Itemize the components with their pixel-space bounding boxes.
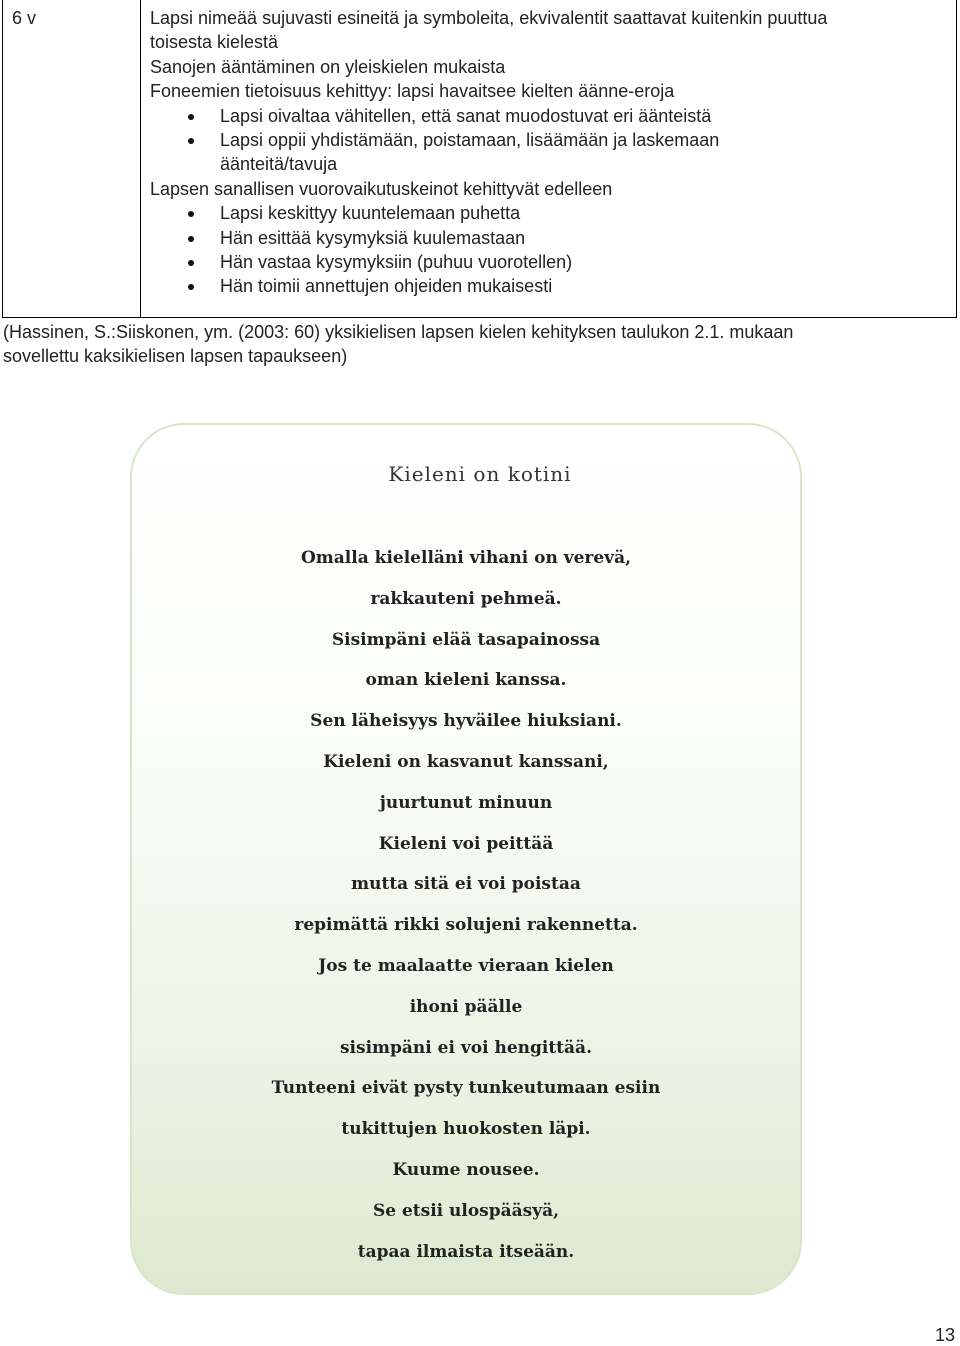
page-number: 13 — [934, 1325, 955, 1345]
poem-line: oman kieleni kanssa. — [365, 670, 567, 691]
table-line: Foneemien tietoisuus kehittyy: lapsi havaitsee kielten äänne-eroja — [150, 81, 675, 102]
table-line: Lapsen sanallisen vuorovaikutuskeinot kehittyvät edelleen — [150, 178, 613, 199]
bullet-list — [150, 104, 956, 177]
list-item: Hän toimii annettujen ohjeiden mukaisesti — [150, 274, 956, 298]
poem-lines — [130, 546, 802, 1280]
poem-line: tapaa ilmaista itseään. — [357, 1241, 575, 1262]
list-item: Lapsi oivaltaa vähitellen, että sanat muodostuvat eri äänteistä — [150, 104, 956, 128]
table-line: toisesta kielestä — [150, 32, 279, 53]
bullet-list — [150, 201, 956, 299]
poem-line: juurtunut minuun — [379, 792, 553, 813]
bullet-icon — [188, 114, 194, 120]
poem-line: Se etsii ulospääsyä, — [372, 1200, 560, 1221]
poem-line: sisimpäni ei voi hengittää. — [339, 1037, 592, 1058]
development-table-row — [2, 0, 957, 318]
poem-line: repimättä rikki solujeni rakennetta. — [294, 915, 638, 936]
table-line: Sanojen ääntäminen on yleiskielen mukaista — [150, 56, 506, 77]
bullet-icon — [188, 236, 194, 242]
poem-line: rakkauteni pehmeä. — [370, 588, 562, 609]
poem-line: Tunteeni eivät pysty tunkeutumaan esiin — [271, 1078, 661, 1099]
table-line: Lapsi nimeää sujuvasti esineitä ja symboleita, ekvivalentit saattavat kuitenkin puuttua — [150, 8, 828, 28]
poem-line: Omalla kielelläni vihani on verevä, — [301, 548, 631, 568]
poem-line: mutta sitä ei voi poistaa — [351, 874, 581, 895]
poem-line: Kuume nousee. — [392, 1159, 540, 1180]
poem-line: Kieleni on kasvanut kanssani, — [323, 751, 609, 772]
poem-line: Sen läheisyys hyväilee hiuksiani. — [310, 711, 622, 732]
list-item-continuation: äänteitä/tavuja — [220, 154, 338, 175]
reference-line: sovellettu kaksikielisen lapsen tapaukseen) — [3, 346, 348, 366]
age-cell: 6 v — [3, 0, 141, 317]
poem-line: Sisimpäni elää tasapainossa — [331, 629, 601, 650]
reference-line: (Hassinen, S.:Siiskonen, ym. (2003: 60) yksikielisen lapsen kielen kehityksen taulukon 2.1. mukaan — [3, 322, 794, 342]
poem-line: Jos te maalaatte vieraan kielen — [318, 955, 614, 976]
poem-line: Kieleni voi peittää — [378, 833, 554, 854]
bullet-icon — [188, 138, 194, 144]
list-item: Hän esittää kysymyksiä kuulemastaan — [150, 226, 956, 250]
list-item: Lapsi oppii yhdistämään, poistamaan, lisäämään ja laskemaan — [150, 128, 956, 152]
list-item: Lapsi keskittyy kuuntelemaan puhetta — [150, 201, 956, 225]
list-item: Hän vastaa kysymyksiin (puhuu vuorotellen) — [150, 250, 956, 274]
poem-line: ihoni päälle — [409, 996, 523, 1017]
bullet-icon — [188, 260, 194, 266]
bullet-icon — [188, 284, 194, 290]
description-cell — [141, 0, 956, 317]
poem-title: Kieleni on kotini — [388, 462, 572, 486]
reference-caption — [3, 320, 958, 368]
poem-line: tukittujen huokosten läpi. — [341, 1119, 591, 1140]
bullet-icon — [188, 211, 194, 217]
